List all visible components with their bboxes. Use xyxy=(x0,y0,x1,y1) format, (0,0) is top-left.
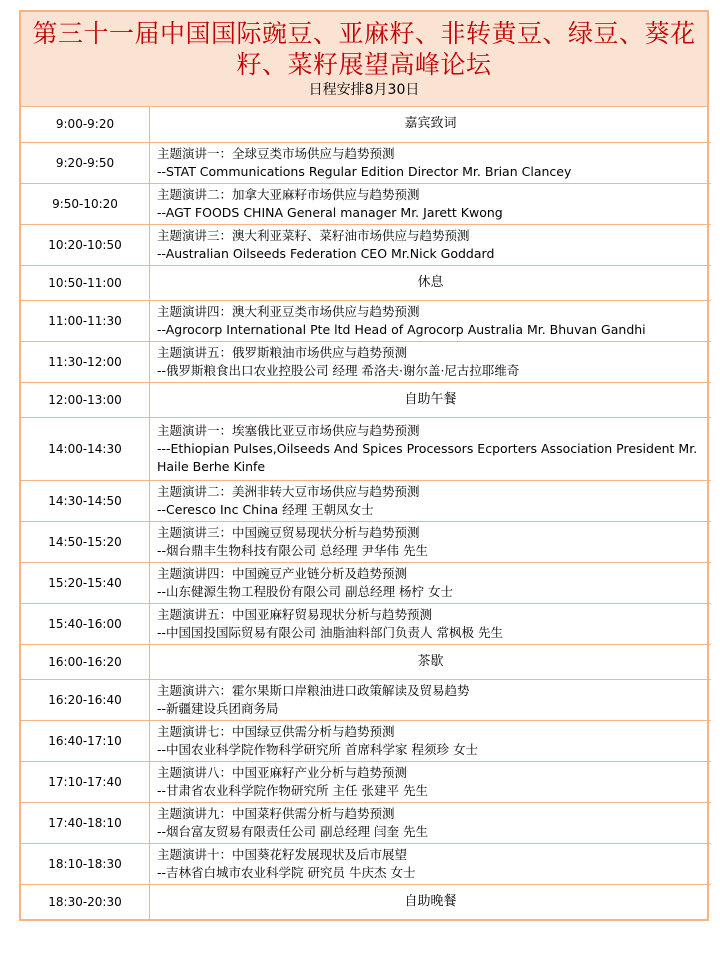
schedule-row xyxy=(21,720,711,761)
speaker-line: --STAT Communications Regular Edition Director Mr. Brian Clancey xyxy=(157,163,572,179)
time-cell: 9:00-9:20 xyxy=(21,107,150,142)
time-cell: 9:50-10:20 xyxy=(21,183,150,224)
content-cell xyxy=(150,884,712,919)
content-cell xyxy=(150,644,712,679)
page-subtitle: 日程安排8月30日 xyxy=(308,82,420,98)
speaker-line: --Australian Oilseeds Federation CEO Mr.Nick Goddard xyxy=(157,245,495,261)
talk-title: 主题演讲四：澳大利亚豆类市场供应与趋势预测 xyxy=(157,303,420,319)
schedule-row xyxy=(21,341,711,382)
speaker-line: --中国国投国际贸易有限公司 油脂油料部门负责人 常枫极 先生 xyxy=(157,624,503,640)
schedule-row xyxy=(21,265,711,300)
content-cell xyxy=(150,521,712,562)
content-cell xyxy=(150,265,712,300)
session-label: 休息 xyxy=(417,274,444,290)
time-cell: 14:50-15:20 xyxy=(21,521,150,562)
schedule-row xyxy=(21,644,711,679)
talk-title: 主题演讲三：澳大利亚菜籽、菜籽油市场供应与趋势预测 xyxy=(157,227,470,243)
speaker-line: ---Ethiopian Pulses,Oilseeds And Spices Processors Ecporters Association President Mr. Haile Berhe Kinfe xyxy=(157,440,698,474)
talk-title: 主题演讲三：中国豌豆贸易现状分析与趋势预测 xyxy=(157,524,420,540)
talk-title: 主题演讲十：中国葵花籽发展现状及后市展望 xyxy=(157,846,408,862)
speaker-line: --烟台鼎丰生物科技有限公司 总经理 尹华伟 先生 xyxy=(157,542,428,558)
talk-title: 主题演讲四：中国豌豆产业链分析及趋势预测 xyxy=(157,565,408,581)
speaker-line: --Ceresco Inc China 经理 王朝凤女士 xyxy=(157,501,374,517)
speaker-line: --山东健源生物工程股份有限公司 副总经理 杨柠 女士 xyxy=(157,583,453,599)
schedule-table xyxy=(21,107,711,919)
time-cell: 16:40-17:10 xyxy=(21,720,150,761)
speaker-line: --俄罗斯粮食出口农业控股公司 经理 希洛夫·谢尔盖·尼古拉耶维奇 xyxy=(157,362,520,378)
time-cell: 11:30-12:00 xyxy=(21,341,150,382)
time-cell: 14:30-14:50 xyxy=(21,480,150,521)
schedule-row xyxy=(21,761,711,802)
talk-title: 主题演讲五：中国亚麻籽贸易现状分析与趋势预测 xyxy=(157,606,433,622)
talk-title: 主题演讲一：全球豆类市场供应与趋势预测 xyxy=(157,145,395,161)
time-cell: 17:40-18:10 xyxy=(21,802,150,843)
talk-title: 主题演讲八：中国亚麻籽产业分析与趋势预测 xyxy=(157,764,408,780)
content-cell xyxy=(150,300,712,341)
content-cell xyxy=(150,183,712,224)
content-cell xyxy=(150,562,712,603)
content-cell xyxy=(150,480,712,521)
talk-title: 主题演讲一：埃塞俄比亚豆市场供应与趋势预测 xyxy=(157,422,420,438)
content-cell xyxy=(150,142,712,183)
talk-title: 主题演讲六：霍尔果斯口岸粮油进口政策解读及贸易趋势 xyxy=(157,682,470,698)
time-cell: 17:10-17:40 xyxy=(21,761,150,802)
time-cell: 14:00-14:30 xyxy=(21,417,150,480)
schedule-row xyxy=(21,679,711,720)
time-cell: 16:00-16:20 xyxy=(21,644,150,679)
content-cell xyxy=(150,224,712,265)
schedule-row xyxy=(21,521,711,562)
schedule-row xyxy=(21,107,711,142)
content-cell xyxy=(150,761,712,802)
talk-title: 主题演讲五：俄罗斯粮油市场供应与趋势预测 xyxy=(157,344,408,360)
time-cell: 10:20-10:50 xyxy=(21,224,150,265)
schedule-row xyxy=(21,843,711,884)
content-cell xyxy=(150,341,712,382)
schedule-header xyxy=(19,10,709,107)
session-label: 自助午餐 xyxy=(404,391,457,407)
content-cell xyxy=(150,720,712,761)
schedule-table-wrapper xyxy=(19,107,709,921)
speaker-line: --新疆建设兵团商务局 xyxy=(157,700,279,716)
session-label: 嘉宾致词 xyxy=(404,116,457,132)
schedule-row xyxy=(21,802,711,843)
time-cell: 9:20-9:50 xyxy=(21,142,150,183)
schedule-row xyxy=(21,480,711,521)
schedule-rows xyxy=(21,107,711,919)
time-cell: 18:10-18:30 xyxy=(21,843,150,884)
schedule-row xyxy=(21,884,711,919)
schedule-row xyxy=(21,300,711,341)
time-cell: 10:50-11:00 xyxy=(21,265,150,300)
content-cell xyxy=(150,382,712,417)
content-cell xyxy=(150,843,712,884)
schedule-row xyxy=(21,382,711,417)
talk-title: 主题演讲七：中国绿豆供需分析与趋势预测 xyxy=(157,723,395,739)
schedule-row xyxy=(21,183,711,224)
page-title: 第三十一届中国国际豌豆、亚麻籽、非转黄豆、绿豆、葵花籽、菜籽展望高峰论坛 xyxy=(32,19,696,79)
schedule-row xyxy=(21,562,711,603)
time-cell: 16:20-16:40 xyxy=(21,679,150,720)
schedule-row xyxy=(21,142,711,183)
session-label: 茶歇 xyxy=(417,653,444,669)
time-cell: 11:00-11:30 xyxy=(21,300,150,341)
content-cell xyxy=(150,107,712,142)
speaker-line: --吉林省白城市农业科学院 研究员 牛庆杰 女士 xyxy=(157,864,416,880)
schedule-row xyxy=(21,224,711,265)
speaker-line: --烟台富友贸易有限责任公司 副总经理 闫奎 先生 xyxy=(157,823,428,839)
talk-title: 主题演讲二：加拿大亚麻籽市场供应与趋势预测 xyxy=(157,186,420,202)
schedule-row xyxy=(21,417,711,480)
time-cell: 12:00-13:00 xyxy=(21,382,150,417)
speaker-line: --AGT FOODS CHINA General manager Mr. Jarett Kwong xyxy=(157,204,503,220)
time-cell: 18:30-20:30 xyxy=(21,884,150,919)
speaker-line: --甘肃省农业科学院作物研究所 主任 张建平 先生 xyxy=(157,782,428,798)
content-cell xyxy=(150,679,712,720)
content-cell xyxy=(150,417,712,480)
schedule-document xyxy=(19,10,709,921)
content-cell xyxy=(150,603,712,644)
speaker-line: --中国农业科学院作物科学研究所 首席科学家 程须珍 女士 xyxy=(157,741,478,757)
talk-title: 主题演讲九：中国菜籽供需分析与趋势预测 xyxy=(157,805,395,821)
time-cell: 15:40-16:00 xyxy=(21,603,150,644)
content-cell xyxy=(150,802,712,843)
speaker-line: --Agrocorp International Pte ltd Head of Agrocorp Australia Mr. Bhuvan Gandhi xyxy=(157,321,646,337)
schedule-row xyxy=(21,603,711,644)
talk-title: 主题演讲二：美洲非转大豆市场供应与趋势预测 xyxy=(157,483,420,499)
time-cell: 15:20-15:40 xyxy=(21,562,150,603)
session-label: 自助晚餐 xyxy=(404,893,457,909)
